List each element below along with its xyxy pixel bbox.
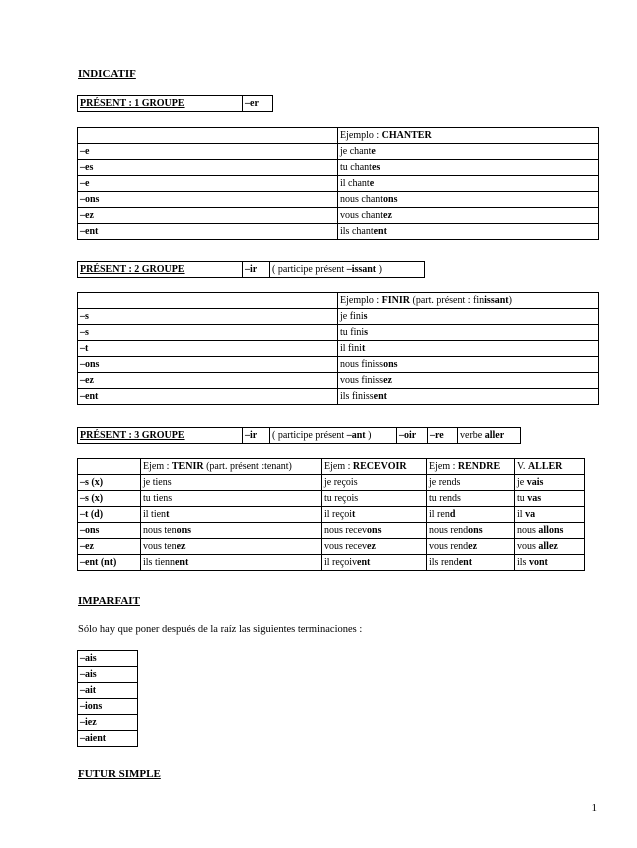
page-number: 1: [591, 802, 597, 814]
group2-ending: –ir: [243, 262, 270, 278]
table-row: –t il finit: [78, 341, 599, 357]
tenir-header: Ejem : TENIR (part. présent :tenant): [141, 459, 322, 475]
group3-verbe-aller: verbe aller: [458, 428, 521, 444]
group1-title: PRÉSENT : 1 GROUPE: [78, 96, 243, 112]
group3-header: [77, 427, 521, 444]
table-row: –ez vous tenez vous recevez vous rendez vous allez: [78, 539, 585, 555]
group2-participle: ( participe présent –issant ): [270, 262, 425, 278]
group3-ending-re: –re: [428, 428, 458, 444]
table-row: –ons nous finissons: [78, 357, 599, 373]
recevoir-header: Ejem : RECEVOIR: [322, 459, 427, 475]
table-row: –s tu finis: [78, 325, 599, 341]
group3-table: [77, 458, 585, 571]
group3-participle: ( participe présent –ant ): [270, 428, 397, 444]
table-row: –ent ils finissent: [78, 389, 599, 405]
group2-example-header: Ejemplo : FINIR (part. présent : finissant): [338, 293, 599, 309]
group1-header: [77, 95, 273, 112]
table-row: –ez vous chantez: [78, 208, 599, 224]
table-row: –s je finis: [78, 309, 599, 325]
table-row: –s (x) je tiens je reçois je rends je vais: [78, 475, 585, 491]
table-row: –ent ils chantent: [78, 224, 599, 240]
table-row: –ait: [78, 683, 138, 699]
table-row: –e il chante: [78, 176, 599, 192]
table-row: –s (x) tu tiens tu reçois tu rends tu vas: [78, 491, 585, 507]
table-row: –t (d) il tient il reçoit il rend il va: [78, 507, 585, 523]
table-row: –e je chante: [78, 144, 599, 160]
group2-table: [77, 292, 599, 405]
table-row: –ez vous finissez: [78, 373, 599, 389]
table-row: –ais: [78, 667, 138, 683]
imparfait-table: [77, 650, 138, 747]
table-row: –ons nous tenons nous recevons nous rendons nous allons: [78, 523, 585, 539]
group1-table: [77, 127, 599, 240]
imparfait-description: Sólo hay que poner después de la raíz las siguientes terminaciones :: [78, 624, 363, 635]
table-row: –ons nous chantons: [78, 192, 599, 208]
group3-ending-ir: –ir: [243, 428, 270, 444]
table-row: –ent (nt) ils tiennent il reçoivent ils rendent ils vont: [78, 555, 585, 571]
section-title-futur: FUTUR SIMPLE: [78, 768, 161, 780]
group3-ending-oir: –oir: [397, 428, 428, 444]
table-row: –aient: [78, 731, 138, 747]
rendre-header: Ejem : RENDRE: [427, 459, 515, 475]
table-row: –ions: [78, 699, 138, 715]
group1-example-header: Ejemplo : CHANTER: [338, 128, 599, 144]
table-row: –es tu chantes: [78, 160, 599, 176]
aller-header: V. ALLER: [515, 459, 585, 475]
group2-header: [77, 261, 425, 278]
group3-title: PRÉSENT : 3 GROUPE: [78, 428, 243, 444]
section-title-imparfait: IMPARFAIT: [78, 595, 140, 607]
group2-title: PRÉSENT : 2 GROUPE: [78, 262, 243, 278]
table-row: –iez: [78, 715, 138, 731]
group1-ending: –er: [243, 96, 273, 112]
section-title-indicatif: INDICATIF: [78, 68, 136, 80]
table-row: –ais: [78, 651, 138, 667]
